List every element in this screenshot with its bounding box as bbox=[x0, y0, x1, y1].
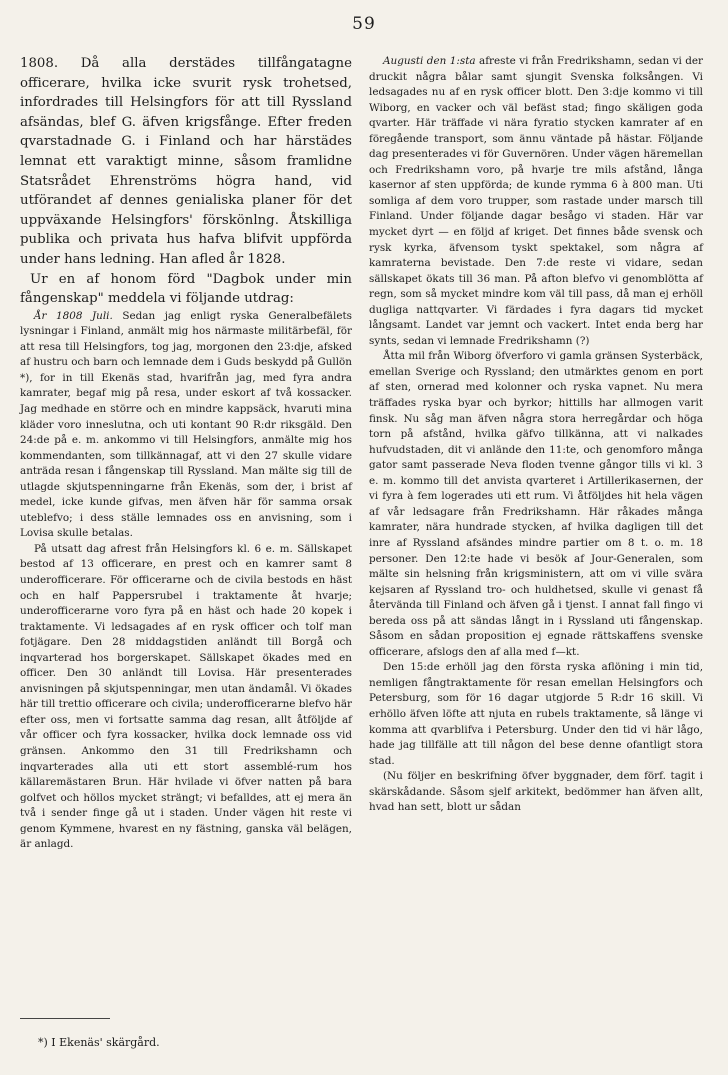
page-number: 59 bbox=[352, 14, 376, 34]
diary-paragraph: På utsatt dag afrest från Helsingfors kl. 6 e. m. Sällskapet bestod af 13 officerare, en prest och en kamrer samt 8 underofficerare. För officerarne och de civila bestods en häst och en half Pappersrubel i traktamente åt hvarje; underofficerarne voro fyra på en häst och hade 20 kopek i traktamente. Vi ledsagades af en rysk officer och tolf man fotjägare. Den 28 middagstiden anländt till Borgå och inqvarterad hos borgerskapet. Sällskapet ökades med en officer. Den 30 anländt till Lovisa. Här presenterades anvisningen på skjutspenningar, men utan ändamål. Vi ökades här till trettio officerare och civila; underofficerarne blefvo här efter oss, men vi fortsatte samma dag resan, allt åtföljde af vår officer och fyra kossacker, hvilka dock lemnade oss vid gränsen. Ankommo den 31 till Fredrikshamn och inqvarterades alla uti ett stort assemblé-rum hos källaremästaren Brun. Här hvilade vi öfver natten på bara golfvet och höllos mycket strängt; vi befalldes, att ej mera än två i sender finge gå ut i staden. Under vägen hit reste vi genom Kymmene, hvarest en ny fästning, ganska väl belägen, är anlagd. bbox=[20, 542, 352, 851]
diary-paragraph bbox=[20, 309, 352, 542]
diary-paragraph: Åtta mil från Wiborg öfverforo vi gamla gränsen Systerbäck, emellan Sverige och Ryssland; den utmärktes genom en port af sten, ornerad med kolonner och ryska vapnet. Nu mera träffades ryska byar och byrkor; hittills har allmogen varit finsk. Nu såg man äfven några stora herregårdar och höga torn på afstånd, hvilka gäfvo tillkänna, att vi nalkades hufvudstaden, dit vi anlände den 11:te, och genomforo många gator samt passerade Neva floden tvenne gångor tills vi kl. 3 e. m. kommo till det anvista qvarteret i Artillerikasernen, der vi fyra à fem logerades uti ett rum. Vi åtföljdes hit hela vägen af vår ledsagare från Fredrikshamn. Här råkades många kamrater, nära hundrade stycken, af hvilka dagligen till det inre af Ryssland afsändes mindre partier om 8 t. o. m. 18 personer. Den 12:te hade vi besök af Jour-Generalen, som mälte sin helsning från krigsministern, att om vi ville svära kejsaren af Ryssland tro- och huldhetsed, skulle vi genast få återvända till Finland och äfven gå i tjenst. I annat fall fingo vi bereda oss på att sändas långt in i Ryssland uti fångenskap. Såsom en sådan proposition ej egnade rättskaffens svenske officerare, afslogs den af alla med f—kt. bbox=[369, 350, 703, 658]
intro-text bbox=[20, 54, 352, 309]
left-column bbox=[20, 54, 352, 853]
diary-text: Sedan jag enligt ryska Generalbefälets lysningar i Finland, anmält mig hos närmaste militärbefäl, för att resa till Helsingfors, tog jag, morgonen den 23:dje, afsked af hustru och barn och lemnade dem i Guds beskydd på Gullön *), for in till Ekenäs stad, hvarifrån jag, med fyra andra kamrater, begaf mig på resa, under eskort af två kossacker. Jag medhade en större och en mindre kappsäck, hvaruti mina kläder voro inneslutna, och uti kontant 90 R:dr riksgäld. Den 24:de på e. m. ankommo vi till Helsingfors, anmälte mig hos kommendanten, som tillkännagaf, att vi den 27 skulle vidare anträda resan i fångenskap till Ryssland. Man mälte sig till de utlagde skjutspenningarne från Ekenäs, som der, i brist af medel, icke kunde gifvas, men äfven här för samma orsak uteblefvo; i dess ställe lemnades oss en anvisning, som i Lovisa skulle betalas. bbox=[20, 309, 352, 540]
diary-excerpt bbox=[20, 309, 352, 853]
dateline: År 1808 Juli. bbox=[34, 309, 113, 322]
right-column bbox=[369, 54, 703, 816]
diary-paragraph: Den 15:de erhöll jag den första ryska aflöning i min tid, nemligen fångtraktamente för resan emellan Helsingfors och Petersburg, som för 16 dagar utgjorde 5 R:dr 16 skill. Vi erhöllo äfven löfte att njuta en rubels traktamente, så länge vi komma att qvarblifva i Petersburg. Under den tid vi här lågo, hade jag tillfälle att till någon del bese denne ofantligt stora stad. bbox=[369, 661, 703, 767]
diary-paragraph bbox=[369, 54, 703, 349]
footnote-divider bbox=[20, 1018, 110, 1019]
intro-paragraph: 1808. Då alla derstädes tillfångatagne officerare, hvilka icke svurit rysk trohetsed, infordrades till Helsingfors för att till Ryssland afsändas, blef G. äfven krigsfånge. Efter freden qvarstadnade G. i Finland och har härstädes lemnat ett varaktigt minne, såsom framlidne Statsrådet Ehrenströms högra hand, vid utförandet af dennes genialiska planer för det uppväxande Helsingfors' förskönlng. Åtskilliga publika och privata hus hafva blifvit uppförda under hans ledning. Han afled år 1828. bbox=[20, 56, 352, 267]
editorial-note: (Nu följer en beskrifning öfver byggnader, dem förf. tagit i skärskådande. Såsom sjelf arkitekt, bedömmer han äfven allt, hvad han sett, blott ur sådan bbox=[369, 770, 703, 814]
footnote: *) I Ekenäs' skärgård. bbox=[38, 1036, 160, 1049]
intro-paragraph: Ur en af honom förd "Dagbok under min fångenskap" meddela vi följande utdrag: bbox=[20, 271, 352, 307]
dateline: Augusti den 1:sta bbox=[383, 55, 476, 67]
diary-text: afreste vi från Fredrikshamn, sedan vi der druckit några bålar samt sjungit Svenska folksången. Vi ledsagades nu af en rysk officer blott. Den 3:dje kommo vi till Wiborg, en vacker och väl befäst stad; fingo skäligen goda qvarter. Här träffade vi nära fyratio stycken kamrater af en föregående transport, som ännu väntade på hästar. Följande dag presenterades vi för Guvernören. Under vägen häremellan och Fredrikshamn voro, på hvarje tre mils afstånd, långa kasernor af sten uppförda; de kunde rymma 6 à 800 man. Uti somliga af dem voro trupper, som rastade under marsch till Finland. Under följande dagar besågo vi staden. Här var mycket dyrt — en följd af kriget. Det finnes både svensk och rysk kyrka, äfvensom tyskt spektakel, som några af kamraterna bevistade. Den 7:de reste vi vidare, sedan sällskapet ökats till 36 man. På afton blefvo vi genomblötta af regn, som så mycket mindre kom väl till pass, då man ej erhöll dugliga nattqvarter. Vi färdades i fyra dagars tid mycket långsamt. Landet var jemnt och vackert. Intet enda berg har synts, sedan vi lemnade Fredrikshamn (?) bbox=[369, 55, 703, 347]
